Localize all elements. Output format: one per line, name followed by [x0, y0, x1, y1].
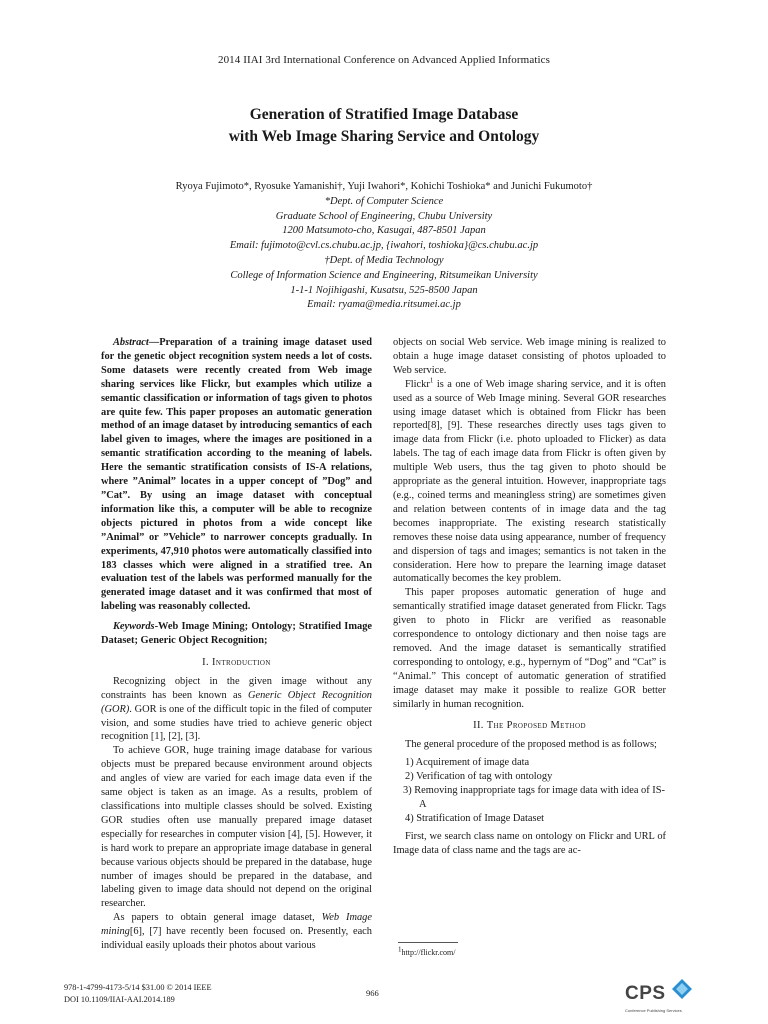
footnote-link[interactable]: http://flickr.com/: [401, 948, 456, 957]
affiliation-dept-2: †Dept. of Media Technology: [324, 254, 444, 266]
intro-paragraph-1: Recognizing object in the given image without any constraints has been known as Generic Object Recognition (GOR). GOR is one of the difficult topic in the filed of computer vision, and some studies have tried to achieve generic object recognition [1], [2], [3].: [101, 675, 372, 743]
footer-publication-info: [64, 982, 212, 1006]
affiliation-email-2: Email: ryama@media.ritsumei.ac.jp: [307, 299, 461, 311]
intro-paragraph-3: As papers to obtain general image dataset, Web Image mining[6], [7] have recently been focused on. Presently, each individual easily uploads their photos about various: [101, 912, 372, 952]
keywords: [101, 620, 372, 648]
right-paragraph-1: Flickr$^1$ is a one of Web image sharing service, and it is often used as a source of Web Image mining. Several GOR researches using image dataset which is obtained from Flickr has been reported[8], [9]. These researches directly uses tags given to image data from Flickr (i.e. photo uploaded to Flicker) as data labels. The tag of each image data from Flickr is often given by multiple Web users, thus the tag given to photo should be appropriate as the general intuition. However, inappropriate tags (e.g., coined terms and meaningless string) are sometimes given and relation between contents of in image data and the tag becomes inappropriate. The existing research statistically removes these noise data using appearance, number of frequency and dispersion of tags and images; semantics is not taken in the consideration. Here how to prepare the learning image dataset automatically becomes the key problem.: [393, 376, 666, 585]
right-paragraph-2: This paper proposes automatic generation of huge and semantically stratified image dataset generated from Flickr. Tags given to photo in Flickr are verified as reasonable correspondence to ontology dictionary and then noise tags are removed. And the image dataset is semantically stratified corresponding to ontology, e.g., hypernym of “Dog” and “Cat” is “Animal.” This concept of automatic generation of stratified image dataset may make it possible to realize GOR better similarly in human recognition.: [393, 587, 666, 710]
right-paragraph-0: objects on social Web service. Web image mining is realized to obtain a huge image dataset consisting of photos uploaded to Web service.: [393, 337, 666, 376]
keywords-text: -Web Image Mining; Ontology; Stratified Image Dataset; Generic Object Recognition;: [101, 621, 372, 647]
procedure-step: 3) Removing inappropriate tags for image data with idea of IS-A: [403, 785, 665, 810]
right-column: [393, 336, 666, 858]
footnote: $^1$http://flickr.com/: [398, 945, 456, 957]
affiliation-dept-1: *Dept. of Computer Science: [324, 195, 444, 207]
affiliation-school-1: Graduate School of Engineering, Chubu University: [275, 210, 493, 222]
title-line-2: with Web Image Sharing Service and Ontology: [228, 128, 540, 145]
affiliation-address-2: 1-1-1 Nojihigashi, Kusatsu, 525-8500 Japan: [290, 284, 478, 296]
keywords-label: Keywords: [113, 621, 155, 633]
cps-diamond-icon: [672, 979, 692, 999]
footer-isbn: 978-1-4799-4173-5/14 $31.00 © 2014 IEEE: [64, 983, 212, 992]
page-number: 966: [366, 988, 379, 998]
method-intro-paragraph: The general procedure of the proposed method is as follows;: [405, 739, 657, 751]
author-names: Ryoya Fujimoto*, Ryosuke Yamanishi†, Yuji Iwahori*, Kohichi Toshioka* and Junichi Fukumoto†: [175, 181, 593, 192]
abstract-label: Abstract: [113, 337, 149, 348]
procedure-step: 1) Acquirement of image data: [405, 757, 530, 769]
method-paragraph: First, we search class name on ontology on Flickr and URL of Image data of class name and the tags are ac-: [393, 830, 666, 856]
procedure-list: [393, 756, 666, 826]
section-heading-proposed-method: II. The Proposed Method: [473, 720, 586, 732]
title-line-1: Generation of Stratified Image Database: [249, 106, 519, 123]
cps-logo: [622, 977, 692, 1015]
cps-logo-text: CPS: [625, 983, 666, 1004]
affiliation-email-1: Email: fujimoto@cvl.cs.chubu.ac.jp, {iwahori, toshioka}@cs.chubu.ac.jp: [229, 240, 539, 252]
section-heading-introduction: I. Introduction: [202, 656, 271, 668]
affiliation-address-1: 1200 Matsumoto-cho, Kasugai, 487-8501 Japan: [282, 225, 486, 237]
cps-logo-subtitle: Conference Publishing Services: [625, 1008, 682, 1013]
author-block: [0, 180, 768, 313]
footer-doi: DOI 10.1109/IIAI-AAI.2014.189: [64, 995, 175, 1004]
left-column: [101, 336, 372, 953]
affiliation-school-2: College of Information Science and Engineering, Ritsumeikan University: [230, 269, 538, 281]
abstract: [101, 336, 372, 614]
intro-paragraph-2: To achieve GOR, huge training image database for various objects must be prepared because environment around objects and angles of view are varied for each image data even if the same object is taken as an image. As a results, problem of classifications into multiple classes should be solved. Existing GOR studies often use manually prepared image dataset especially for researches in computer vision [4], [5]. However, it is hard work to prepare an appropriate image database in general because various objects should be prepared in the database, huge number of images should be prepared in the database, and labeling given to image data should not depend on the original researcher.: [101, 745, 372, 910]
procedure-step: 2) Verification of tag with ontology: [405, 771, 553, 783]
procedure-step: 4) Stratification of Image Dataset: [405, 812, 545, 824]
footnote-rule: [398, 942, 458, 943]
paper-title: [0, 104, 768, 148]
conference-header: 2014 IIAI 3rd International Conference on Advanced Applied Informatics: [217, 54, 550, 66]
abstract-text: —Preparation of a training image dataset used for the genetic object recognition system needs a lot of costs. Some datasets were recently created from Web image sharing services like Flickr, but examples which utilize a semantic classification or information of tags given to photos are quite few. This paper proposes an automatic generation method of an image dataset by introducing semantics of each label given to images, where the images are positioned in a semantic stratification according to the meaning of labels. Here the semantic stratification consists of IS-A relations, where ”Animal” locates in a upper concept of ”Dog” and ”Cat”. By using an image dataset with conceptual information like this, a computer will be able to recognize objects pictured in photos from a wide concept like ”Animal” or ”Vehicle” to narrower concepts gradually. In experiments, 47,910 photos were automatically classified into 183 classes which were aligned in a stratified tree. An evaluation test of the labels was performed manually for the generated image dataset and it was confirmed that most of labeling was reasonably collected.: [101, 337, 372, 613]
